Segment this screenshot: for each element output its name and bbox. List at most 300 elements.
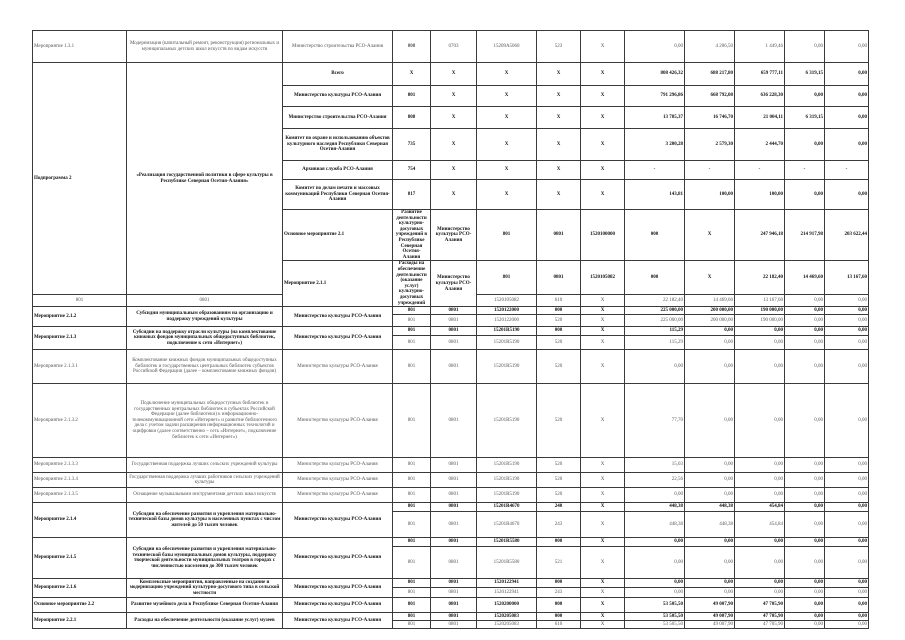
table-cell: 0,00 — [625, 579, 685, 588]
table-cell: Мероприятие 2.1.1 — [283, 261, 393, 307]
table-cell: 0,00 — [785, 579, 825, 588]
table-cell: 1520205083 — [477, 613, 537, 621]
table-cell: X — [581, 31, 625, 63]
table-cell: 15201R5190 — [477, 350, 537, 384]
table-row — [33, 307, 869, 315]
table-cell: Субсидии на поддержку отрасли культуры (на комплектование книжных фондов муниципальных общедоступных библиотек, подключение к сети «Интернет») — [127, 327, 283, 350]
table-cell: 000 — [537, 307, 581, 315]
table-cell: 6 319,15 — [785, 107, 825, 129]
table-cell: 448,38 — [625, 512, 685, 538]
table-cell: Государственная поддержка лучших работников сельских учреждений культуры — [127, 473, 283, 488]
table-cell: 0,00 — [825, 538, 869, 547]
table-row — [33, 579, 869, 588]
table-cell: X — [477, 180, 537, 210]
table-cell: 47 705,90 — [735, 613, 785, 621]
table-cell: 3 200,28 — [625, 129, 685, 161]
table-cell: 0801 — [431, 488, 477, 503]
table-cell: 0,00 — [825, 503, 869, 512]
table-cell: Министерство культуры РСО-Алания — [283, 598, 393, 613]
table-cell: Развитие деятельности культурно-досуговых учреждений в Республике Северная Осетия-Алания — [393, 210, 431, 261]
table-cell: X — [581, 86, 625, 107]
table-cell: 0,00 — [785, 86, 825, 107]
table-cell: X — [477, 107, 537, 129]
table-cell: Министерство культуры РСО-Алания — [283, 458, 393, 473]
table-cell: 801 — [393, 327, 431, 336]
table-cell: X — [431, 180, 477, 210]
table-cell: 1520200000 — [477, 598, 537, 613]
table-cell: 0,00 — [825, 129, 869, 161]
table-cell: X — [581, 512, 625, 538]
table-cell: 817 — [393, 180, 431, 210]
table-cell: 47 705,90 — [735, 598, 785, 613]
table-cell: 100,00 — [685, 180, 735, 210]
table-cell: 0,00 — [785, 503, 825, 512]
table-cell: 659 777,11 — [735, 63, 785, 86]
table-cell: 801 — [393, 307, 431, 315]
table-cell: 225 000,00 — [625, 307, 685, 315]
table-cell: 0,00 — [785, 488, 825, 503]
table-cell: 22 182,40 — [735, 261, 785, 295]
table-cell: X — [581, 327, 625, 336]
table-cell: 808 — [393, 31, 431, 63]
table-cell: 0801 — [431, 621, 477, 629]
table-cell: Министерство культуры РСО-Алания — [283, 473, 393, 488]
budget-table — [32, 30, 869, 629]
table-cell: 0,00 — [735, 488, 785, 503]
table-cell: 53 505,50 — [625, 598, 685, 613]
table-cell: 801 — [393, 621, 431, 629]
table-cell: 0,00 — [735, 384, 785, 458]
table-row — [33, 31, 869, 63]
table-cell: 808 426,32 — [625, 63, 685, 86]
table-cell: 0,00 — [785, 538, 825, 547]
table-cell: Субсидии муниципальным образованиям на организацию и поддержку учреждений культуры — [127, 307, 283, 327]
table-cell: 2 579,30 — [685, 129, 735, 161]
table-cell: 0,00 — [825, 180, 869, 210]
table-cell: 0,00 — [685, 350, 735, 384]
table-cell: X — [581, 588, 625, 598]
table-cell: 0801 — [431, 384, 477, 458]
table-cell: 0,00 — [825, 621, 869, 629]
table-cell: 520 — [537, 488, 581, 503]
table-cell: 0,00 — [685, 547, 735, 579]
table-cell: 0,00 — [685, 588, 735, 598]
table-cell: 0,00 — [785, 473, 825, 488]
table-cell: 0,00 — [785, 31, 825, 63]
table-cell: 247 946,18 — [735, 210, 785, 261]
table-cell: 454,84 — [735, 503, 785, 512]
table-cell: 0,00 — [785, 598, 825, 613]
table-cell: 15201R5190 — [477, 488, 537, 503]
table-cell: 801 — [393, 538, 431, 547]
table-cell: X — [581, 307, 625, 315]
table-cell: 0,00 — [825, 488, 869, 503]
table-cell: 53 505,50 — [625, 613, 685, 621]
table-cell: X — [537, 180, 581, 210]
table-cell: X — [581, 613, 625, 621]
table-cell: 448,38 — [625, 503, 685, 512]
table-cell: Мероприятие 2.1.3.5 — [33, 488, 127, 503]
table-cell: 0,00 — [825, 31, 869, 63]
table-cell: 0801 — [537, 210, 581, 261]
table-cell: X — [581, 473, 625, 488]
table-cell: X — [581, 161, 625, 180]
table-cell: X — [431, 161, 477, 180]
table-cell: 520 — [537, 458, 581, 473]
table-cell: X — [581, 129, 625, 161]
table-cell: 791 296,86 — [625, 86, 685, 107]
table-cell: 801 — [393, 547, 431, 579]
table-cell: 0,00 — [825, 336, 869, 350]
table-cell: Министерство культуры РСО-Алания — [431, 210, 477, 261]
table-cell: 15201R5190 — [477, 458, 537, 473]
table-cell: Государственная поддержка лучших сельских учреждений культуры — [127, 458, 283, 473]
table-cell: 0,00 — [825, 295, 869, 307]
table-cell: Подключение муниципальных общедоступных библиотек и государственных центральных библиотек в субъектах Российской Федерации (далее библиотеки) к информационно-телекоммуникационной сети «Интернет» и развитие библиотечного дела с учетом задачи расширения информационных технологий и оцифровки (далее соответственно – сеть «Интернет», подключение библиотек к сети «Интернет») — [127, 384, 283, 458]
table-cell: 801 — [393, 336, 431, 350]
table-cell: 115,29 — [625, 336, 685, 350]
table-cell: X — [431, 86, 477, 107]
table-cell: Мероприятие 2.2.1 — [33, 613, 127, 629]
table-cell: Модернизация (капитальный ремонт, реконструкция) региональных и муниципальных детских школ искусств по видам искусств — [127, 31, 283, 63]
table-cell: X — [393, 63, 431, 86]
table-cell: X — [537, 129, 581, 161]
table-cell: 0,00 — [825, 315, 869, 327]
table-cell: 49 007,90 — [685, 621, 735, 629]
table-cell: 000 — [625, 261, 685, 295]
table-cell: Комитет по охране и использованию объектов культурного наследия Республики Северная Осетия-Алания — [283, 129, 393, 161]
table-cell: 0,00 — [685, 327, 735, 336]
table-cell: Комплексные мероприятия, направленные на создание и модернизацию учреждений культурно-досугового типа в сельской местности — [127, 579, 283, 598]
table-cell: 0,00 — [785, 384, 825, 458]
table-cell: 801 — [393, 588, 431, 598]
table-cell: 523 — [537, 31, 581, 63]
table-cell: 13 167,60 — [825, 261, 869, 295]
table-cell: 143,81 — [625, 180, 685, 210]
table-cell: 0,00 — [825, 327, 869, 336]
table-cell: 13 167,60 — [735, 295, 785, 307]
table-row — [33, 488, 869, 503]
table-cell: 1520122941 — [477, 579, 537, 588]
table-cell: 0,00 — [625, 538, 685, 547]
table-cell: X — [431, 63, 477, 86]
table-cell: 801 — [393, 315, 431, 327]
table-cell: 0,00 — [785, 180, 825, 210]
table-cell: Комитет по делам печати и массовых коммуникаций Республики Северная Осетия-Алания — [283, 180, 393, 210]
table-cell: 520 — [537, 384, 581, 458]
table-cell: X — [685, 261, 735, 295]
table-cell: 115,29 — [625, 327, 685, 336]
table-row — [33, 503, 869, 512]
table-cell: Министерство культуры РСО-Алания — [283, 579, 393, 598]
table-cell: 801 — [393, 512, 431, 538]
table-cell: Министерство культуры РСО-Алания — [283, 384, 393, 458]
table-cell: - — [625, 161, 685, 180]
table-cell: 0,00 — [625, 31, 685, 63]
table-cell: Мероприятие 2.1.3 — [33, 327, 127, 350]
table-cell: 190 000,00 — [735, 315, 785, 327]
table-cell: 0,00 — [735, 588, 785, 598]
table-cell: Министерство культуры РСО-Алания — [431, 261, 477, 307]
table-cell: - — [735, 161, 785, 180]
table-cell: 0801 — [127, 295, 283, 307]
table-cell: 1520105082 — [581, 261, 625, 295]
table-cell: X — [477, 129, 537, 161]
table-cell: 1520100000 — [581, 210, 625, 261]
table-cell: 0,00 — [825, 579, 869, 588]
table-cell: 0,00 — [735, 538, 785, 547]
table-cell: 0801 — [431, 598, 477, 613]
table-cell: X — [581, 538, 625, 547]
table-cell: X — [477, 161, 537, 180]
table-cell: 0,00 — [785, 327, 825, 336]
table-cell: Мероприятие 2.1.3.3 — [33, 458, 127, 473]
table-cell: 0801 — [431, 350, 477, 384]
table-cell: 0801 — [537, 261, 581, 295]
table-cell: 801 — [393, 384, 431, 458]
table-cell: 0,00 — [825, 384, 869, 458]
table-cell: Министерство культуры РСО-Алания — [283, 503, 393, 538]
table-cell: Мероприятие 1.3.1 — [33, 31, 127, 63]
table-cell: Основное мероприятие 2.1 — [283, 210, 393, 261]
table-cell: X — [581, 63, 625, 86]
table-cell: Архивная служба РСО-Алания — [283, 161, 393, 180]
table-cell: Расходы на обеспечение деятельности (оказание услуг) культурно-досуговых учреждений — [393, 261, 431, 307]
table-row — [33, 327, 869, 336]
table-cell: 190 000,00 — [735, 307, 785, 315]
table-cell: Министерство культуры РСО-Алания — [283, 307, 393, 327]
table-cell: 0,00 — [735, 579, 785, 588]
table-cell: 610 — [537, 295, 581, 307]
table-cell: 0,00 — [825, 458, 869, 473]
table-cell: 49 007,90 — [685, 598, 735, 613]
table-cell: 0,00 — [825, 350, 869, 384]
table-cell: 0,00 — [735, 547, 785, 579]
table-cell: 0801 — [431, 336, 477, 350]
table-cell: 214 917,98 — [785, 210, 825, 261]
table-cell: 240 — [537, 503, 581, 512]
table-cell: Основное мероприятие 2.2 — [33, 598, 127, 613]
table-cell: Субсидии на обеспечение развития и укрепления материально-технической базы домов культуры в населенных пунктах с числом жителей до 50 тысяч человек — [127, 503, 283, 538]
table-cell: X — [537, 63, 581, 86]
table-cell: 4 206,50 — [685, 31, 735, 63]
table-cell: 15201R5190 — [477, 327, 537, 336]
table-cell: 0,00 — [785, 129, 825, 161]
table-cell: 808 — [393, 107, 431, 129]
table-cell: 454,84 — [735, 512, 785, 538]
table-cell: Развитие музейного дела в Республике Северная Осетия-Алания — [127, 598, 283, 613]
table-cell: X — [581, 295, 625, 307]
table-cell: X — [537, 107, 581, 129]
table-cell: Всего — [283, 63, 393, 86]
table-cell: 0,00 — [625, 488, 685, 503]
table-cell: X — [431, 107, 477, 129]
table-cell: 0801 — [431, 327, 477, 336]
table-row — [33, 384, 869, 458]
table-cell: 1 449,46 — [735, 31, 785, 63]
table-cell: 0,00 — [735, 327, 785, 336]
table-cell: X — [685, 210, 735, 261]
table-cell: X — [581, 336, 625, 350]
table-cell: Мероприятие 2.1.2 — [33, 307, 127, 327]
table-cell: X — [477, 63, 537, 86]
table-cell: 0,00 — [785, 350, 825, 384]
table-cell: 668 792,08 — [685, 86, 735, 107]
table-cell: X — [581, 180, 625, 210]
table-cell: X — [581, 350, 625, 384]
table-cell: 0801 — [431, 458, 477, 473]
table-cell: Мероприятие 2.1.4 — [33, 503, 127, 538]
table-cell: 0,00 — [735, 458, 785, 473]
table-cell: X — [581, 315, 625, 327]
table-cell: 1520122000 — [477, 307, 537, 315]
table-cell: X — [581, 598, 625, 613]
table-cell: 15209А5060 — [477, 31, 537, 63]
table-cell: Комплектование книжных фондов муниципальных общедоступных библиотек и государственных центральных библиотек субъектов Российской Федерации (далее – комплектование книжных фондов) — [127, 350, 283, 384]
table-cell: 0,00 — [825, 107, 869, 129]
table-cell: 13 785,37 — [625, 107, 685, 129]
table-cell: Мероприятие 2.1.3.4 — [33, 473, 127, 488]
table-body — [33, 31, 869, 629]
table-cell: 203 622,44 — [825, 210, 869, 261]
table-cell: 0,00 — [785, 295, 825, 307]
table-cell: 0,00 — [825, 512, 869, 538]
table-cell: X — [537, 86, 581, 107]
table-cell: X — [581, 621, 625, 629]
table-cell: 22 182,40 — [625, 295, 685, 307]
table-cell: 801 — [393, 579, 431, 588]
table-cell: Министерство строительства РСО-Алания — [283, 107, 393, 129]
table-cell: - — [825, 161, 869, 180]
table-cell: 801 — [393, 488, 431, 503]
table-cell: 520 — [537, 336, 581, 350]
table-cell: 0703 — [431, 31, 477, 63]
table-cell: 0,00 — [785, 512, 825, 538]
table-cell: 801 — [393, 350, 431, 384]
table-cell: 49 007,90 — [685, 613, 735, 621]
table-cell: 521 — [537, 547, 581, 579]
table-cell: 0801 — [431, 538, 477, 547]
table-cell: 15201R5190 — [477, 336, 537, 350]
table-cell: 0,00 — [685, 336, 735, 350]
table-cell: 801 — [393, 473, 431, 488]
table-cell: 1520122000 — [477, 315, 537, 327]
table-cell: 0801 — [431, 307, 477, 315]
table-cell: 1520205083 — [477, 621, 537, 629]
table-cell: X — [477, 86, 537, 107]
table-cell: X — [581, 107, 625, 129]
table-cell: 0801 — [431, 547, 477, 579]
table-cell: 000 — [625, 210, 685, 261]
table-cell: 0,00 — [785, 613, 825, 621]
table-cell: 0,00 — [825, 598, 869, 613]
table-cell: Министерство культуры РСО-Алания — [283, 327, 393, 350]
table-cell: 0,00 — [825, 613, 869, 621]
table-cell: 22,56 — [625, 473, 685, 488]
table-cell: 2 444,70 — [735, 129, 785, 161]
table-cell: 21 004,11 — [735, 107, 785, 129]
table-cell: 6 319,15 — [785, 63, 825, 86]
table-cell: 000 — [537, 598, 581, 613]
table-cell: 0801 — [431, 315, 477, 327]
table-cell: X — [581, 488, 625, 503]
table-cell: 000 — [537, 327, 581, 336]
table-cell: 801 — [393, 86, 431, 107]
table-cell: 0,00 — [685, 473, 735, 488]
table-cell: 0801 — [431, 512, 477, 538]
table-cell: 53 505,50 — [625, 621, 685, 629]
table-cell: 15201R4670 — [477, 512, 537, 538]
table-cell: 1520122941 — [477, 588, 537, 598]
table-row — [33, 598, 869, 613]
table-cell: 0,00 — [625, 588, 685, 598]
table-cell: 0,00 — [785, 458, 825, 473]
table-cell: 448,38 — [685, 503, 735, 512]
table-cell: Субсидии на обеспечение развития и укрепления материально-технической базы муниципальных домов культуры, поддержку творческой деятельности муниципальных театров в городах с численностью населения до 300 тысяч человек — [127, 538, 283, 579]
table-cell: 801 — [393, 613, 431, 621]
table-cell: 520 — [537, 350, 581, 384]
table-cell: Мероприятие 2.1.3.1 — [33, 350, 127, 384]
table-cell: 448,38 — [685, 512, 735, 538]
table-cell: 688 217,80 — [685, 63, 735, 86]
table-cell: 15201R5580 — [477, 547, 537, 579]
table-row — [33, 350, 869, 384]
table-row — [33, 538, 869, 547]
table-cell: 77,70 — [625, 384, 685, 458]
table-cell: 0,00 — [825, 63, 869, 86]
table-cell: Министерство строительства РСО-Алания — [283, 31, 393, 63]
table-cell: Министерство культуры РСО-Алания — [283, 538, 393, 579]
table-cell: 801 — [33, 295, 127, 307]
table-cell: 0,00 — [785, 336, 825, 350]
table-cell: Подпрограмма 2 — [33, 63, 127, 295]
table-cell: 0,00 — [825, 588, 869, 598]
table-cell: 520 — [537, 473, 581, 488]
table-cell: 0,00 — [685, 579, 735, 588]
table-cell: Министерство культуры РСО-Алания — [283, 86, 393, 107]
table-cell: 0,00 — [685, 458, 735, 473]
table-cell: X — [581, 384, 625, 458]
table-cell: Оснащение музыкальными инструментами детских школ искусств — [127, 488, 283, 503]
table-cell: 15,03 — [625, 458, 685, 473]
table-cell: 100,00 — [735, 180, 785, 210]
table-cell: 0,00 — [825, 547, 869, 579]
table-cell: 801 — [393, 598, 431, 613]
table-cell: 0,00 — [785, 621, 825, 629]
table-cell: «Реализация государственной политики в сфере культуры в Республике Северная Осетия-Алания» — [127, 63, 283, 295]
table-cell: 0801 — [431, 473, 477, 488]
table-cell: 225 000,00 — [625, 315, 685, 327]
table-cell: 000 — [537, 579, 581, 588]
table-cell: 0801 — [431, 588, 477, 598]
table-cell: 610 — [537, 621, 581, 629]
table-cell: 243 — [537, 512, 581, 538]
table-cell: - — [785, 161, 825, 180]
table-cell: 000 — [537, 538, 581, 547]
table-cell: Министерство культуры РСО-Алания — [283, 613, 393, 629]
table-cell: 47 705,90 — [735, 621, 785, 629]
table-cell: 15201R5190 — [477, 384, 537, 458]
table-cell: 754 — [393, 161, 431, 180]
table-cell: 801 — [393, 503, 431, 512]
table-cell: 0,00 — [685, 488, 735, 503]
table-cell: 0,00 — [825, 473, 869, 488]
table-cell: 0,00 — [625, 547, 685, 579]
table-cell: 0801 — [431, 613, 477, 621]
table-cell: 15201R5580 — [477, 538, 537, 547]
table-cell: X — [581, 579, 625, 588]
table-cell: X — [537, 161, 581, 180]
